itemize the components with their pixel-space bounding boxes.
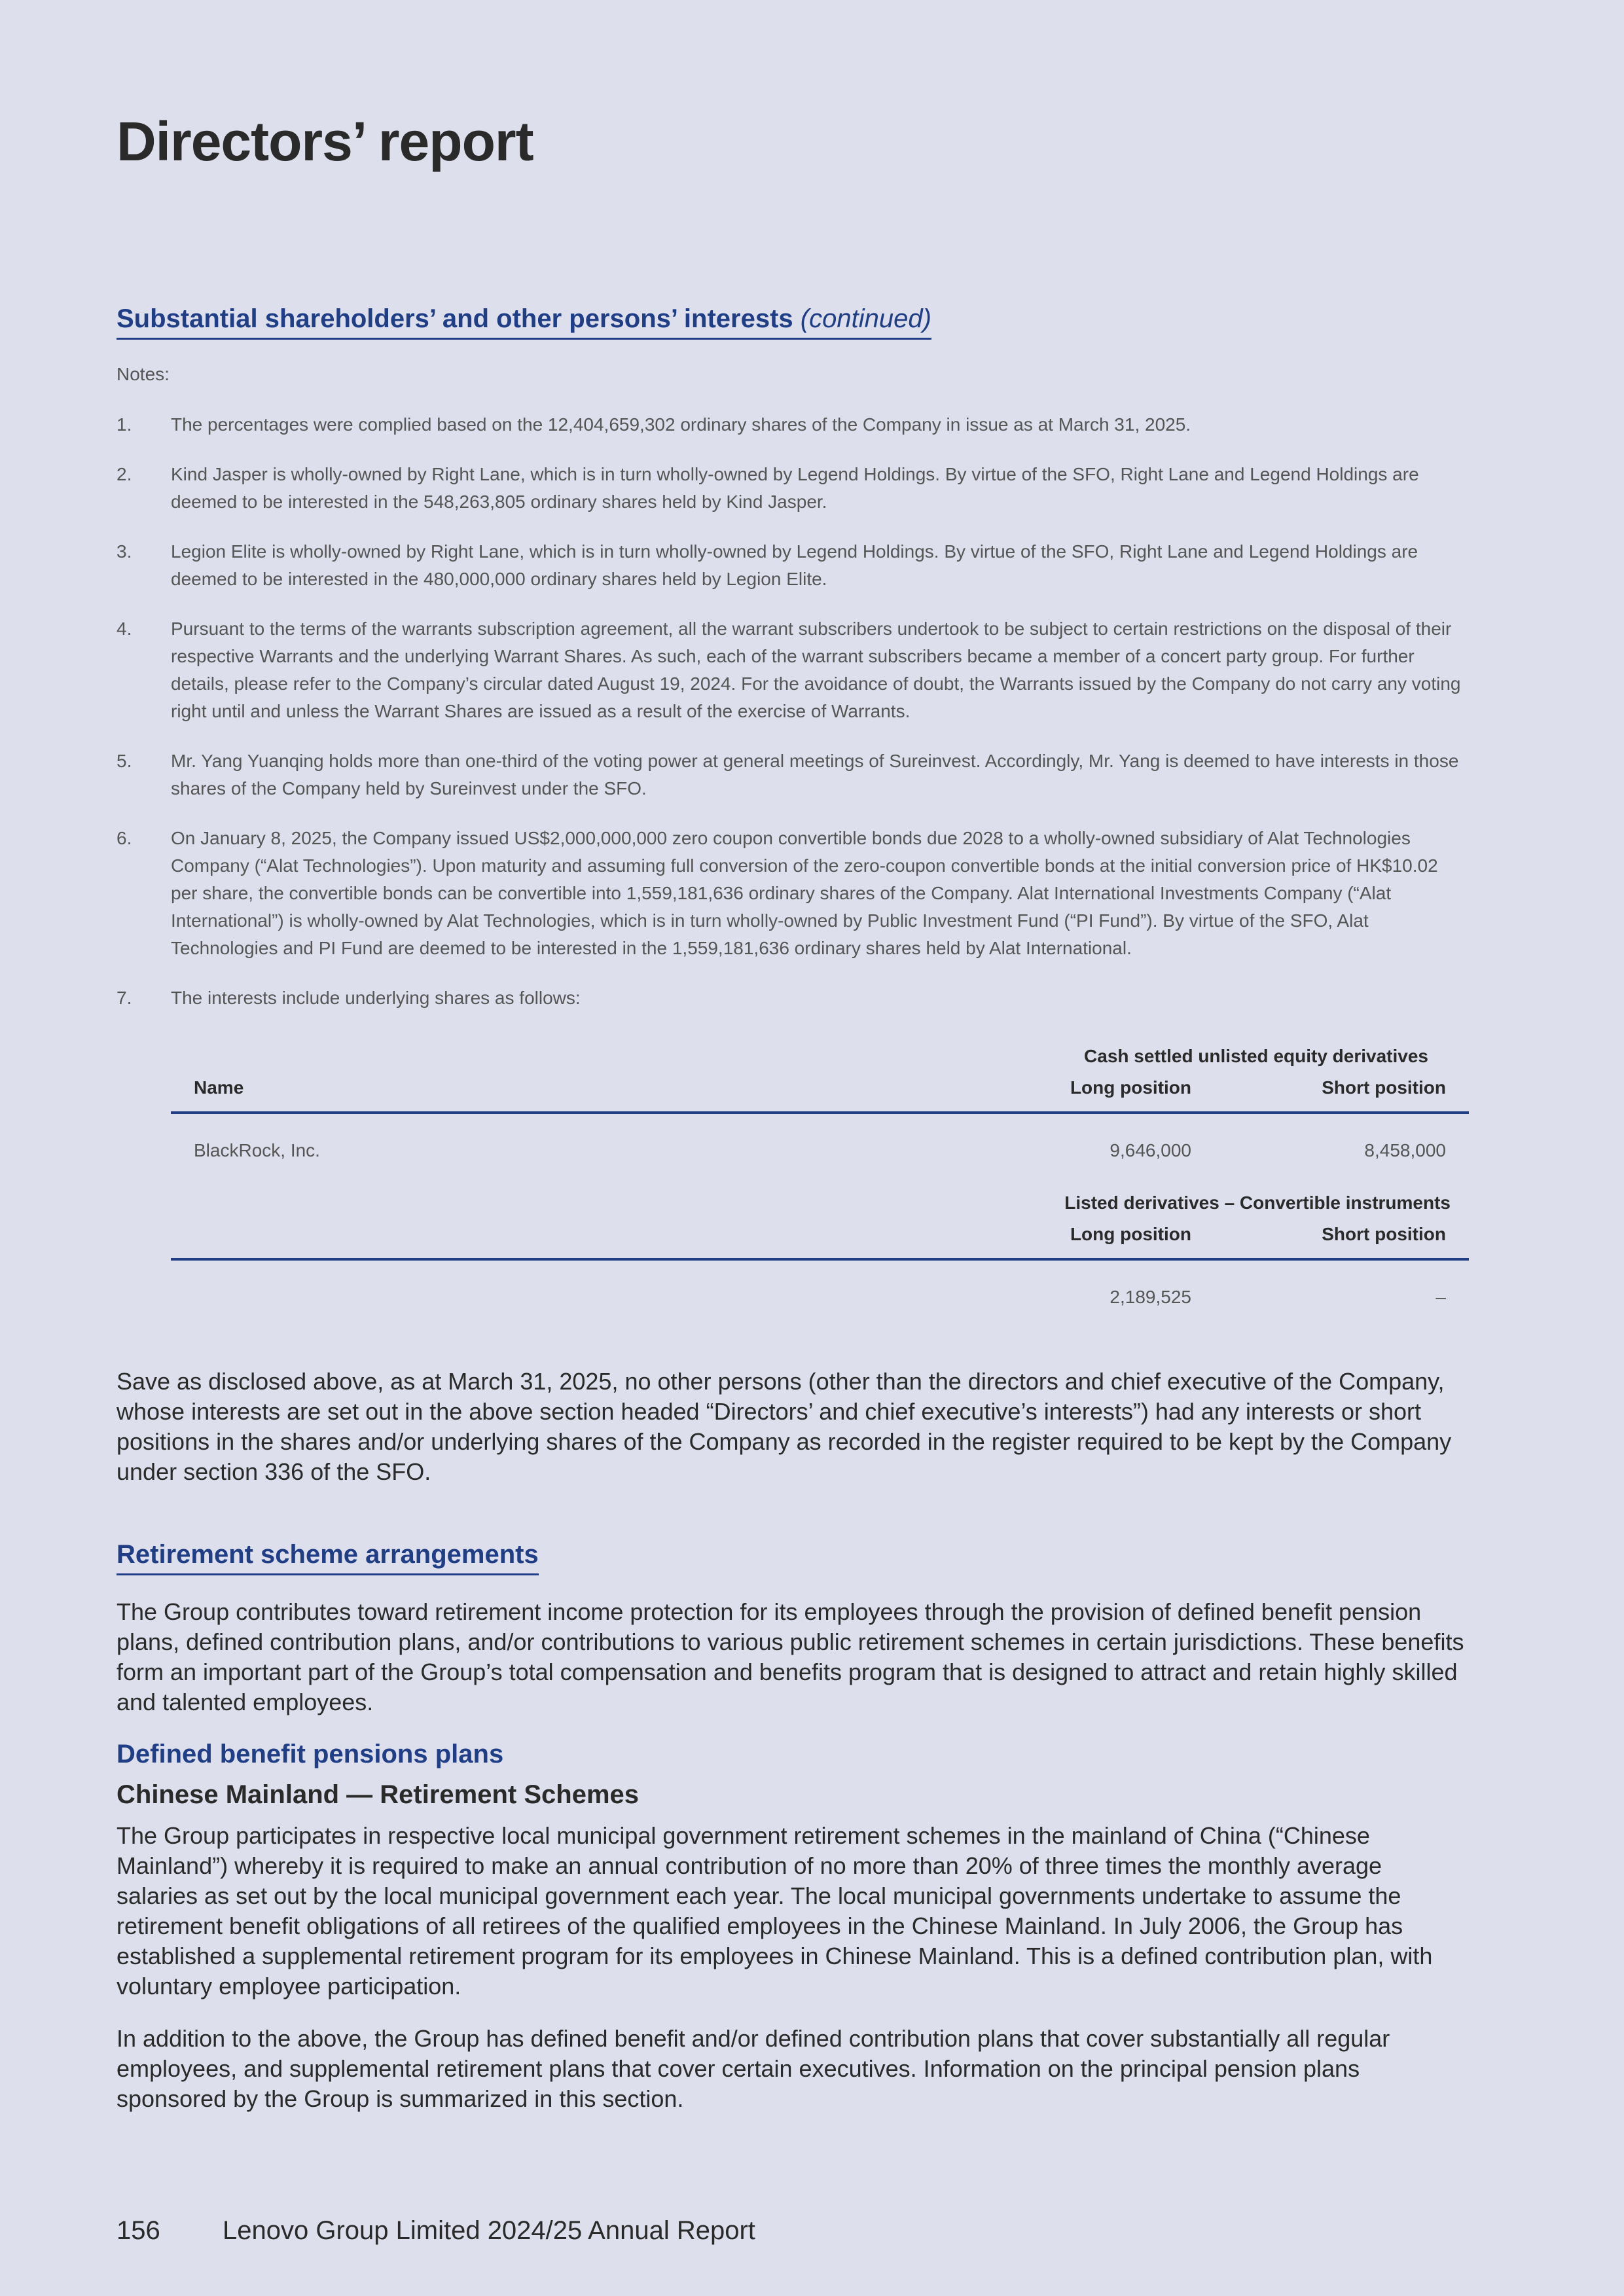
note-item <box>117 615 1469 725</box>
note-number: 7. <box>117 988 132 1008</box>
subheading-chinese-mainland: Chinese Mainland — Retirement Schemes <box>117 1780 640 1809</box>
note-item <box>117 984 1469 1012</box>
cell-name: BlackRock, Inc. <box>194 1140 320 1160</box>
table-group-header <box>171 1193 1469 1219</box>
group-header-listed-derivatives: Listed derivatives – Convertible instruments <box>1064 1193 1451 1213</box>
publication-title: Lenovo Group Limited 2024/25 Annual Report <box>223 2216 755 2245</box>
column-header-long: Long position <box>1070 1077 1191 1098</box>
table-row <box>171 1261 1469 1321</box>
note-text: The interests include underlying shares as follows: <box>171 988 581 1008</box>
page-number: 156 <box>117 2216 160 2245</box>
retirement-intro-paragraph: The Group contributes toward retirement income protection for its employees through the provision of defined benefit pension plans, defined contribution plans, and/or contributions to various public retirement schemes in certain jurisdictions. These benefits form an important part of the Group’s total compensation and benefits program that is designed to attract and retain highly skilled and talented employees. <box>117 1598 1464 1715</box>
note-item <box>117 461 1469 516</box>
table-column-header <box>171 1219 1469 1261</box>
note-item <box>117 747 1469 802</box>
note-number: 1. <box>117 414 132 435</box>
section-heading-text: Retirement scheme arrangements <box>117 1540 539 1569</box>
note-text: Kind Jasper is wholly-owned by Right Lane, which is in turn wholly-owned by Legend Holdings. By virtue of the SFO, Right Lane and Legend Holdings are deemed to be interested in the 548,263,805 ordinary shares held by Kind Jasper. <box>171 464 1419 512</box>
page-title: Directors’ report <box>117 111 533 172</box>
section-heading-retirement <box>117 1540 539 1575</box>
column-header-long: Long position <box>1070 1224 1191 1244</box>
column-header-short: Short position <box>1322 1224 1446 1244</box>
cell-long: 9,646,000 <box>1110 1140 1191 1160</box>
note-text: Legion Elite is wholly-owned by Right Lane, which is in turn wholly-owned by Legend Holdings. By virtue of the SFO, Right Lane and Legend Holdings are deemed to be interested in the 480,000,000 ordinary shares held by Legion Elite. <box>171 541 1418 589</box>
underlying-shares-table <box>171 1046 1469 1321</box>
table-row <box>171 1114 1469 1174</box>
section-heading-text: Substantial shareholders’ and other persons’ interests <box>117 304 793 333</box>
column-header-name: Name <box>194 1077 244 1098</box>
note-number: 4. <box>117 619 132 639</box>
chinese-mainland-paragraph: The Group participates in respective local municipal government retirement schemes in the mainland of China (“Chinese Mainland”) whereby it is required to make an annual contribution of no more than 20% of three times the monthly average salaries as set out by the local municipal government each year. The local municipal governments undertake to assume the retirement benefit obligations of all retirees of the qualified employees in the Chinese Mainland. In July 2006, the Group has established a supplemental retirement program for its employees in Chinese Mainland. This is a defined contribution plan, with voluntary employee participation. <box>117 1822 1433 2000</box>
notes-list <box>117 411 1469 1034</box>
note-text: Pursuant to the terms of the warrants subscription agreement, all the warrant subscribers undertook to be subject to certain restrictions on the disposal of their respective Warrants and the underlying Warrant Shares. As such, each of the warrant subscribers became a member of a concert party group. For further details, please refer to the Company’s circular dated August 19, 2024. For the avoidance of doubt, the Warrants issued by the Company do not carry any voting right until and unless the Warrant Shares are issued as a result of the exercise of Warrants. <box>171 619 1461 721</box>
group-header-cash-settled: Cash settled unlisted equity derivatives <box>1084 1046 1428 1066</box>
note-number: 6. <box>117 828 132 848</box>
table-group-header <box>171 1046 1469 1072</box>
cell-short: – <box>1435 1287 1446 1307</box>
column-header-short: Short position <box>1322 1077 1446 1098</box>
note-item <box>117 538 1469 593</box>
cell-long: 2,189,525 <box>1110 1287 1191 1307</box>
section-heading-suffix: (continued) <box>800 304 931 333</box>
section-heading-substantial-shareholders <box>117 304 931 340</box>
note-text: On January 8, 2025, the Company issued US$2,000,000,000 zero coupon convertible bonds due 2028 to a wholly-owned subsidiary of Alat Technologies Company (“Alat Technologies”). Upon maturity and assuming full conversion of the zero-coupon convertible bonds at the initial conversion price of HK$10.02 per share, the convertible bonds can be convertible into 1,559,181,636 ordinary shares of the Company. Alat International Investments Company (“Alat International”) is wholly-owned by Alat Technologies, which is in turn wholly-owned by Public Investment Fund (“PI Fund”). By virtue of the SFO, Alat Technologies and PI Fund are deemed to be interested in the 1,559,181,636 ordinary shares held by Alat International. <box>171 828 1438 958</box>
note-number: 2. <box>117 464 132 484</box>
note-text: The percentages were complied based on the 12,404,659,302 ordinary shares of the Company in issue as at March 31, 2025. <box>171 414 1191 435</box>
note-item <box>117 411 1469 439</box>
closing-paragraph: Save as disclosed above, as at March 31, 2025, no other persons (other than the directors and chief executive of the Company, whose interests are set out in the above section headed “Directors’ and chief executive’s interests”) had any interests or short positions in the shares and/or underlying shares of the Company as recorded in the register required to be kept by the Company under section 336 of the SFO. <box>117 1368 1452 1485</box>
notes-label: Notes: <box>117 364 170 384</box>
additional-plans-paragraph: In addition to the above, the Group has defined benefit and/or defined contribution plans that cover substantially all regular employees, and supplemental retirement plans that cover certain executives. Information on the principal pension plans sponsored by the Group is summarized in this section. <box>117 2025 1390 2112</box>
subheading-defined-benefit: Defined benefit pensions plans <box>117 1740 504 1768</box>
cell-short: 8,458,000 <box>1364 1140 1446 1160</box>
note-item <box>117 825 1469 962</box>
note-number: 5. <box>117 751 132 771</box>
page-footer <box>117 2216 755 2246</box>
table-column-header <box>171 1072 1469 1114</box>
note-text: Mr. Yang Yuanqing holds more than one-third of the voting power at general meetings of Sureinvest. Accordingly, Mr. Yang is deemed to have interests in those shares of the Company held by Sureinvest under the SFO. <box>171 751 1459 798</box>
note-number: 3. <box>117 541 132 562</box>
